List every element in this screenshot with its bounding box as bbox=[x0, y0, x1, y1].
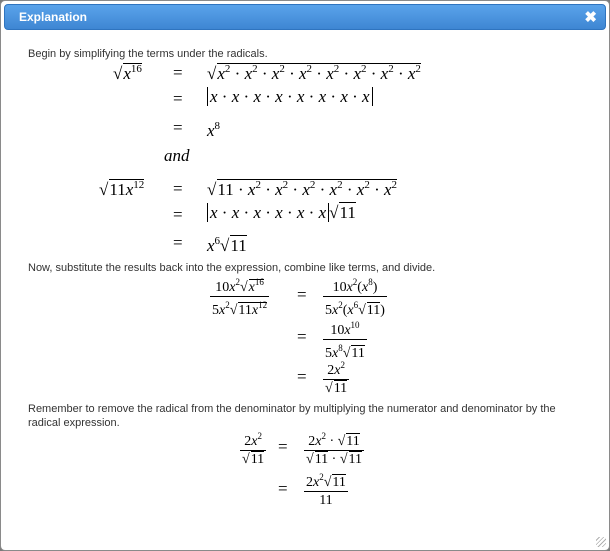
close-icon[interactable]: ✖ bbox=[584, 9, 597, 26]
math-equals: = bbox=[173, 89, 183, 108]
step-3-text: Remember to remove the radical from the denominator by multiplying the numerator and denominator by the radical expression. bbox=[28, 403, 556, 429]
math-equals: = bbox=[297, 367, 307, 386]
math-substitution-rhs: $\frac{10x^2(x^8)}{5x^2(x^6√11)}$ bbox=[323, 274, 387, 319]
math-combined: $\frac{10x^{10}}{5x^8√11}$ bbox=[323, 317, 367, 362]
math-lhs-sqrt-11x12: $√11x^{12}$ bbox=[99, 179, 145, 199]
step-2-text: Now, substitute the results back into the expression, combine like terms, and divide. bbox=[28, 262, 436, 274]
math-expansion-x16: $√x^2 \cdot x^2 \cdot x^2 \cdot x^2 \cdot x^2 \cdot x^2 \cdot x^2 \cdot x^2$ bbox=[207, 63, 421, 83]
explanation-content bbox=[1, 31, 609, 550]
math-rationalize-rhs: $\frac{2x^2 \cdot √11}{√11 \cdot √11}$ bbox=[304, 428, 364, 468]
math-equals: = bbox=[278, 437, 288, 456]
math-equals: = bbox=[173, 205, 183, 224]
math-abs-x8: x · x · x · x · x · x · x · x bbox=[207, 87, 373, 107]
resize-grip-icon[interactable] bbox=[596, 537, 606, 547]
math-rationalize-lhs: $\frac{2x^2}{√11}$ bbox=[240, 428, 266, 468]
math-equals: = bbox=[278, 479, 288, 498]
math-result-x8: $x^8$ bbox=[207, 120, 221, 140]
step-1-text: Begin by simplifying the terms under the radicals. bbox=[28, 48, 268, 60]
math-divided: $\frac{2x^2}{√11}$ bbox=[323, 357, 349, 397]
math-lhs-sqrt-x16: $√x^{16}$ bbox=[113, 63, 142, 83]
math-final-answer: $\frac{2x^2√11}{11}$ bbox=[304, 469, 348, 509]
math-equals: = bbox=[173, 118, 183, 137]
math-expansion-11x12: $√11 \cdot x^2 \cdot x^2 \cdot x^2 \cdot x^2 \cdot x^2 \cdot x^2$ bbox=[207, 179, 398, 199]
math-equals: = bbox=[173, 63, 183, 82]
dialog-title: Explanation bbox=[19, 10, 88, 24]
math-equals: = bbox=[297, 285, 307, 304]
math-equals: = bbox=[173, 179, 183, 198]
math-equals: = bbox=[173, 233, 183, 252]
math-substitution-lhs: $\frac{10x^2√x^{16}}{5x^2√11x^{12}}$ bbox=[210, 274, 269, 319]
math-and: and bbox=[164, 146, 190, 165]
math-abs-x6-sqrt11: x · x · x · x · x · x √11 bbox=[207, 203, 356, 223]
math-equals: = bbox=[297, 327, 307, 346]
math-result-x6-sqrt11: $x^6√11$ bbox=[207, 235, 247, 255]
dialog-titlebar[interactable] bbox=[4, 4, 606, 30]
